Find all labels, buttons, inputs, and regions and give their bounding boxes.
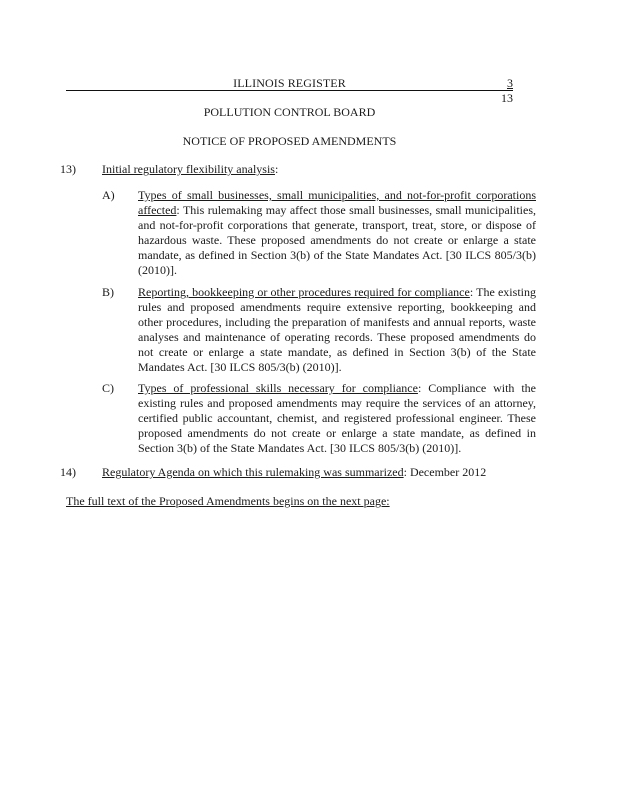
- item-c-letter: C): [102, 381, 114, 395]
- full-text-notice: The full text of the Proposed Amendments begins on the next page:: [66, 494, 390, 508]
- section-13-heading: [102, 162, 278, 177]
- item-c-paragraph: [138, 381, 536, 456]
- item-b-body: : The existing rules and proposed amendments require extensive reporting, bookkeeping and other procedures, including the preparation of manifests and annual reports, waste analyses and maintenance of operating records. These proposed amendments do not create or enlarge a state mandate, as defined in Section 3(b) of the State Mandates Act. [30 ILCS 805/3(b) (2010)].: [138, 285, 536, 374]
- register-title: ILLINOIS REGISTER: [233, 76, 346, 90]
- section-14-value: : December 2012: [403, 465, 487, 479]
- item-a-paragraph: [138, 188, 536, 278]
- item-a-title: Types of small businesses, small municipalities, and not-for-profit corporations affected: [138, 188, 536, 217]
- section-14-heading-text: Regulatory Agenda on which this rulemaking was summarized: [102, 465, 404, 479]
- item-a-body: : This rulemaking may affect those small businesses, small municipalities, and not-for-profit corporations that generate, transport, treat, store, or dispose of hazardous waste. These proposed amendments do not create or enlarge a state mandate, as defined in Section 3(b) of the State Mandates Act. [30 ILCS 805/3(b) (2010)].: [138, 203, 536, 277]
- section-14-heading: [102, 465, 486, 480]
- item-b-letter: B): [102, 285, 114, 299]
- page-sub-number: 13: [501, 91, 513, 105]
- page-number: 3: [507, 76, 513, 90]
- agency-name: POLLUTION CONTROL BOARD: [203, 105, 376, 119]
- item-b-paragraph: [138, 285, 536, 375]
- notice-type: NOTICE OF PROPOSED AMENDMENTS: [182, 134, 397, 148]
- section-13-heading-colon: :: [274, 162, 279, 176]
- item-c-title: Types of professional skills necessary for compliance: [138, 381, 418, 395]
- register-header: [66, 74, 513, 105]
- section-13-heading-text: Initial regulatory flexibility analysis: [102, 162, 275, 176]
- item-a-letter: A): [102, 188, 115, 202]
- item-c-body: : Compliance with the existing rules and proposed amendments may require the services of an attorney, certified public accountant, chemist, and registered professional engineer. These proposed amendments do not create or enlarge a state mandate, as defined in Section 3(b) of the State Mandates Act. [30 ILCS 805/3(b) (2010)].: [138, 381, 537, 455]
- section-14-number: 14): [60, 465, 76, 479]
- header-rule: [66, 90, 513, 91]
- item-b-title: Reporting, bookkeeping or other procedures required for compliance: [138, 285, 470, 299]
- section-13-number: 13): [60, 162, 76, 176]
